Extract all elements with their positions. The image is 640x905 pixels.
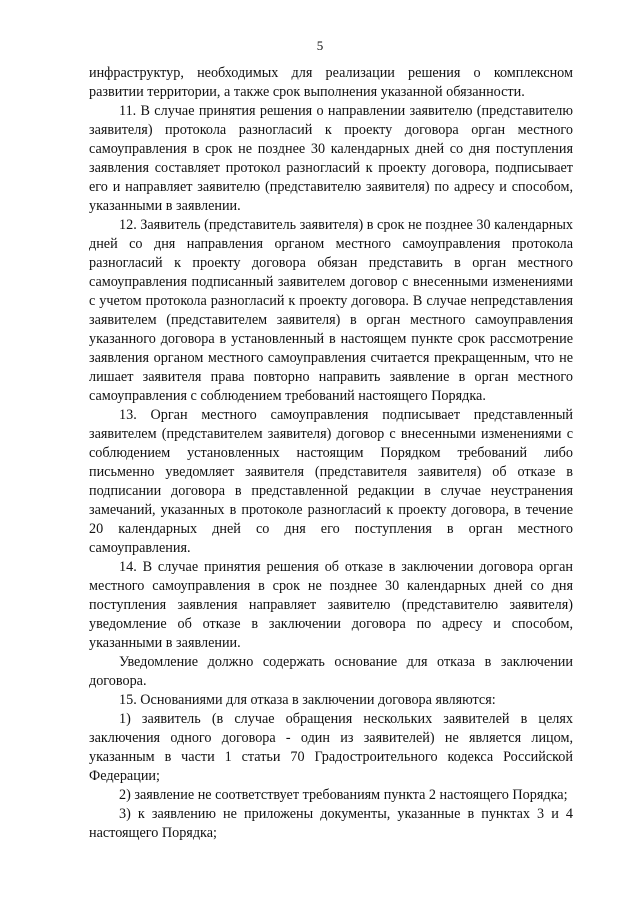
list-item-3: 3) к заявлению не приложены документы, указанные в пунктах 3 и 4 настоящего Порядка; bbox=[89, 806, 573, 841]
page-number: 5 bbox=[316, 38, 324, 53]
paragraph-item-14: 14. В случае принятия решения об отказе в заключении договора орган местного самоуправления в срок не позднее 30 календарных дней со дня поступления заявления направляет заявителю (представителю заявителя) уведомление об отказе в заключении договора по адресу и способом, указанными в заявлении. bbox=[89, 559, 573, 651]
paragraph-continuation: инфраструктур, необходимых для реализации решения о комплексном развитии территории, а также срок выполнения указанной обязанности. bbox=[89, 65, 573, 100]
list-item-2: 2) заявление не соответствует требованиям пункта 2 настоящего Порядка; bbox=[119, 787, 568, 803]
paragraph-notice-content: Уведомление должно содержать основание для отказа в заключении договора. bbox=[89, 654, 573, 689]
list-item-1: 1) заявитель (в случае обращения нескольких заявителей в целях заключения одного договора - один из заявителей) не является лицом, указанным в части 1 статьи 70 Градостроительного кодекса Российской Федерации; bbox=[89, 711, 573, 784]
paragraph-item-12: 12. Заявитель (представитель заявителя) в срок не позднее 30 календарных дней со дня направления органом местного самоуправления протокола разногласий к проекту договора обязан представить в орган местного самоуправления подписанный заявителем договор с внесенными изменениями с учетом протокола разногласий к проекту договора. В случае непредставления заявителем (представителем заявителя) в орган местного самоуправления указанного договора в установленный в настоящем пункте срок рассмотрение заявления органом местного самоуправления считается прекращенным, что не лишает заявителя права повторно направить заявление в орган местного самоуправления с соблюдением требований настоящего Порядка. bbox=[89, 217, 574, 404]
document-body bbox=[89, 64, 573, 843]
paragraph-item-13: 13. Орган местного самоуправления подписывает представленный заявителем (представителем заявителя) договор с внесенными изменениями с соблюдением установленных настоящим Порядком требований либо письменно уведомляет заявителя (представителя заявителя) об отказе в подписании договора в представленной редакции в случае неустранения замечаний, указанных в протоколе разногласий к проекту договора, в течение 20 календарных дней со дня его поступления в орган местного самоуправления. bbox=[89, 407, 573, 556]
paragraph-item-15: 15. Основаниями для отказа в заключении договора являются: bbox=[119, 692, 496, 708]
paragraph-item-11: 11. В случае принятия решения о направлении заявителю (представителю заявителя) протокола разногласий к проекту договора орган местного самоуправления в срок не позднее 30 календарных дней со дня поступления заявления составляет протокол разногласий к проекту договора, подписывает его и направляет заявителю (представителю заявителя) по адресу и способом, указанными в заявлении. bbox=[89, 103, 573, 214]
